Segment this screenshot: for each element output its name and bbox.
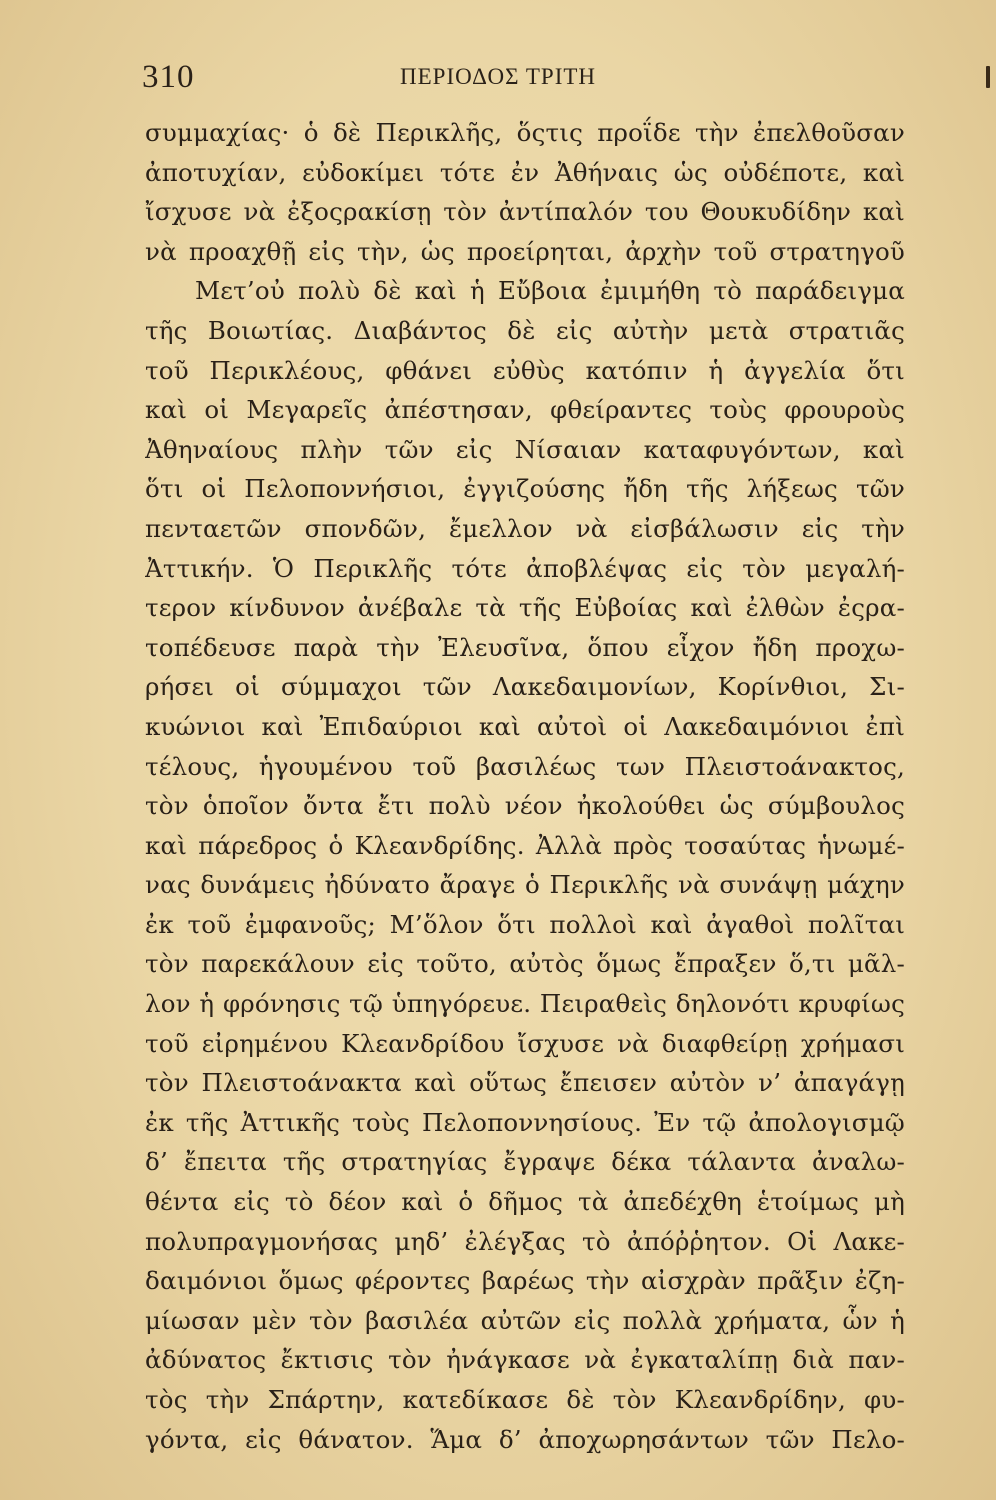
text-line: δ’ ἔπειτα τῆς στρατηγίας ἔγραψε δέκα τάλαντα ἀναλω- <box>145 1147 905 1177</box>
text-line: τερον κίνδυνον ἀνέβαλε τὰ τῆς Εὐβοίας καὶ ἐλθὼν ἐςρα- <box>145 593 905 623</box>
text-line: τῆς Βοιωτίας. Διαβάντος δὲ εἰς αὐτὴν μετὰ στρατιᾶς <box>145 315 905 345</box>
text-line: νας δυνάμεις ἠδύνατο ἄραγε ὁ Περικλῆς νὰ συνάψῃ μάχην <box>145 870 905 900</box>
text-line: ἐκ τῆς Ἀττικῆς τοὺς Πελοποννησίους. Ἐν τῷ ἀπολογισμῷ <box>145 1107 905 1137</box>
text-line: τὸν παρεκάλουν εἰς τοῦτο, αὐτὸς ὅμως ἔπραξεν ὅ,τι μᾶλ- <box>145 949 905 979</box>
text-line: ἴσχυσε νὰ ἐξοςρακίσῃ τὸν ἀντίπαλόν του Θουκυδίδην καὶ <box>145 197 905 227</box>
text-line: γόντα, εἰς θάνατον. Ἅμα δ’ ἀποχωρησάντων τῶν Πελο- <box>145 1424 905 1454</box>
text-line: πολυπραγμονήσας μηδ’ ἐλέγξας τὸ ἀπόῤῥητον. Οἱ Λακε- <box>145 1226 905 1256</box>
text-line: συμμαχίας· ὁ δὲ Περικλῆς, ὅςτις προΐδε τὴν ἐπελθοῦσαν <box>145 118 905 147</box>
text-line: πενταετῶν σπονδῶν, ἔμελλον νὰ εἰσβάλωσιν εἰς τὴν <box>145 513 905 543</box>
text-line: καὶ πάρεδρος ὁ Κλεανδρίδης. Ἀλλὰ πρὸς τοσαύτας ἡνωμέ- <box>145 830 905 860</box>
text-line: ἀποτυχίαν, εὐδοκίμει τότε ἐν Ἀθήναις ὡς οὐδέποτε, καὶ <box>145 157 905 187</box>
text-line: τέλους, ἡγουμένου τοῦ βασιλέως των Πλειστοάνακτος, <box>145 751 905 781</box>
text-line: τοῦ εἰρημένου Κλεανδρίδου ἴσχυσε νὰ διαφθείρῃ χρήμασι <box>145 1028 905 1058</box>
text-line: ἀδύνατος ἔκτισις τὸν ἠνάγκασε νὰ ἐγκαταλίπῃ διὰ παν- <box>145 1345 905 1375</box>
text-line: λον ἡ φρόνησις τῷ ὑπηγόρευε. Πειραθεὶς δηλονότι κρυφίως <box>145 989 905 1019</box>
text-line: δαιμόνιοι ὅμως φέροντες βαρέως τὴν αἰσχρὰν πρᾶξιν ἐζη- <box>145 1266 905 1296</box>
text-line: ἐκ τοῦ ἐμφανοῦς; Μ’ὅλον ὅτι πολλοὶ καὶ ἀγαθοὶ πολῖται <box>145 909 905 939</box>
running-head: ΠΕΡΙΟΔΟΣ ΤΡΙΤΗ <box>400 64 597 89</box>
text-line: Μετ’οὐ πολὺ δὲ καὶ ἡ Εὔβοια ἐμιμήθη τὸ παράδειγμα <box>195 276 905 306</box>
text-line: θέντα εἰς τὸ δέον καὶ ὁ δῆμος τὰ ἀπεδέχθη ἑτοίμως μὴ <box>145 1187 905 1217</box>
text-line: τοῦ Περικλέους, φθάνει εὐθὺς κατόπιν ἡ ἀγγελία ὅτι <box>145 355 905 385</box>
text-line: τὸς τὴν Σπάρτην, κατεδίκασε δὲ τὸν Κλεανδρίδην, φυ- <box>145 1385 905 1414</box>
body-text <box>145 113 905 1459</box>
page-number: 310 <box>142 59 195 95</box>
text-line: καὶ οἱ Μεγαρεῖς ἀπέστησαν, φθείραντες τοὺς φρουροὺς <box>145 395 905 425</box>
text-line: τὸν Πλειστοάνακτα καὶ οὕτως ἔπεισεν αὐτὸν ν’ ἀπαγάγῃ <box>145 1068 905 1098</box>
text-line: Ἀθηναίους πλὴν τῶν εἰς Νίσαιαν καταφυγόντων, καὶ <box>145 434 905 464</box>
text-line: τὸν ὁποῖον ὄντα ἔτι πολὺ νέον ἠκολούθει ὡς σύμβουλος <box>145 791 905 821</box>
page-header <box>0 55 996 103</box>
text-line: μίωσαν μὲν τὸν βασιλέα αὐτῶν εἰς πολλὰ χρήματα, ὧν ἡ <box>145 1305 905 1335</box>
text-line: ρήσει οἱ σύμμαχοι τῶν Λακεδαιμονίων, Κορίνθιοι, Σι- <box>145 672 905 702</box>
text-line: τοπέδευσε παρὰ τὴν Ἐλευσῖνα, ὅπου εἶχον ἤδη προχω- <box>145 632 905 662</box>
text-line: νὰ προαχθῇ εἰς τὴν, ὡς προείρηται, ἀρχὴν τοῦ στρατηγοῦ <box>145 236 905 266</box>
text-line: ὅτι οἱ Πελοποννήσιοι, ἐγγιζούσης ἤδη τῆς λήξεως τῶν <box>145 474 905 504</box>
text-line: κυώνιοι καὶ Ἐπιδαύριοι καὶ αὐτοὶ οἱ Λακεδαιμόνιοι ἐπὶ <box>145 711 905 741</box>
text-line: Ἀττικήν. Ὁ Περικλῆς τότε ἀποβλέψας εἰς τὸν μεγαλή- <box>145 553 905 583</box>
